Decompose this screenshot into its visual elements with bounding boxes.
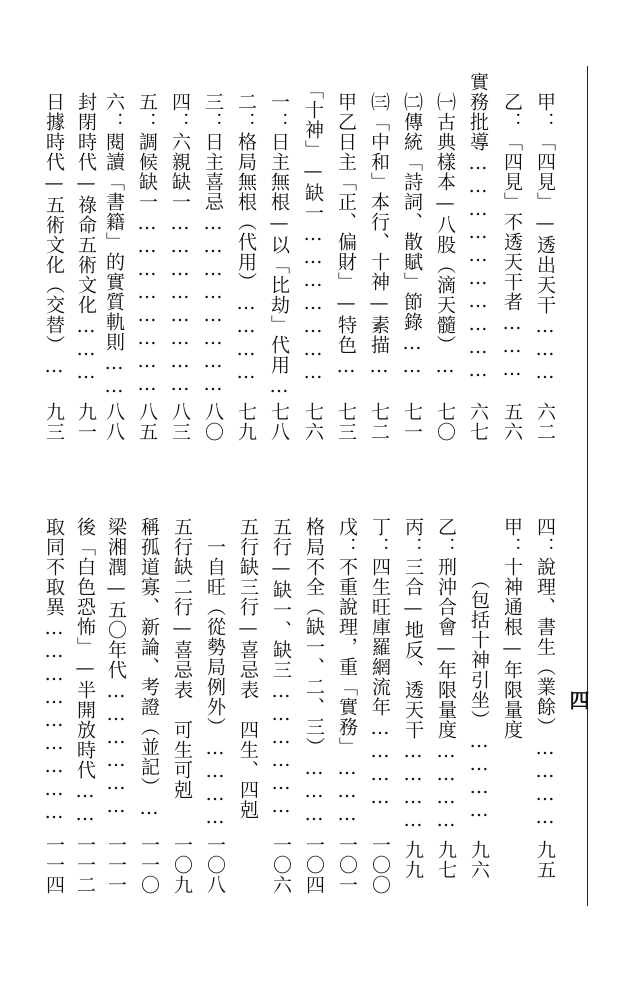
toc-entry: [167, 92, 193, 447]
entry-page: 一一一: [105, 835, 127, 895]
entry-text: 丙：三合—地反、透天干: [402, 517, 424, 740]
toc-entry: [334, 517, 360, 897]
toc-entry: [202, 537, 228, 897]
entry-text: 甲乙日主「正、偏財」—特色: [335, 92, 357, 355]
toc-entry: [169, 517, 195, 897]
toc-entry: [432, 92, 458, 447]
toc-entry: [499, 517, 525, 897]
entry-text: 「十神」—缺一: [302, 80, 324, 223]
entry-text: 一自旺（從勢局例外）: [204, 537, 226, 737]
entry-page: 七三: [335, 402, 357, 442]
entry-text: 甲：十神通根—年限量度: [501, 517, 523, 740]
entry-page: 九九: [402, 840, 424, 880]
toc-entry: [266, 92, 292, 447]
entry-page: 九六: [468, 840, 490, 880]
entry-page: 七八: [268, 402, 290, 442]
toc-entry: [200, 92, 226, 447]
toc-entry: [399, 92, 425, 447]
toc-entry: [300, 80, 326, 447]
entry-page: 九一: [75, 402, 97, 442]
entry-page: 八〇: [202, 402, 224, 442]
toc-entry: [101, 92, 127, 447]
toc-entry: [532, 92, 558, 447]
entry-leader: ……: [103, 352, 125, 398]
entry-page: 一〇九: [171, 835, 193, 895]
entry-text: 六：閱讀「書籍」的實質軌則: [103, 92, 125, 352]
entry-text: 日據時代—五術文化（交替）: [43, 92, 65, 355]
entry-leader: …………………………: [467, 152, 489, 382]
entry-leader: …: [368, 355, 390, 378]
toc-entry: [103, 517, 129, 897]
entry-page: 六二: [534, 402, 556, 442]
entry-leader: ………………: [105, 680, 127, 818]
entry-text: 梁湘潤—五〇年代: [105, 517, 127, 680]
toc-entry: [233, 92, 259, 447]
entry-page: 七六: [302, 402, 324, 442]
entry-page: 八五: [136, 402, 158, 442]
entry-page: 九三: [43, 402, 65, 442]
entry-page: 一〇八: [204, 835, 226, 895]
entry-page: 八八: [103, 402, 125, 442]
entry-leader: …………: [204, 737, 226, 829]
entry-page: 七〇: [434, 402, 456, 442]
entry-page: 一〇〇: [369, 835, 391, 895]
entry-page: 一〇一: [336, 835, 358, 895]
entry-text: 一：日主無根—以「比劫」代用: [268, 92, 290, 375]
entry-text: 後「白色恐怖」—半開放時代: [74, 517, 96, 780]
entry-leader: …………: [369, 717, 391, 809]
toc-entry: [366, 92, 392, 447]
entry-page: 六七: [467, 402, 489, 442]
toc-entry: [433, 517, 459, 897]
toc-entry: [41, 92, 67, 447]
toc-entry: [465, 72, 491, 447]
entry-leader: …………: [402, 740, 424, 832]
entry-text: 五：調候缺一: [136, 92, 158, 212]
entry-text: 乙：「四見」不透天干者: [501, 92, 523, 312]
entry-page: 七二: [368, 402, 390, 442]
entry-leader: …: [434, 355, 456, 378]
entry-page: 一一〇: [138, 835, 160, 895]
entry-leader: ………: [75, 315, 97, 384]
page-number: 四: [566, 690, 590, 710]
toc-entry: [136, 517, 162, 897]
entry-page: 五六: [501, 402, 523, 442]
entry-leader: …………: [534, 737, 556, 829]
entry-leader: …………: [468, 730, 490, 822]
entry-text: 取同不取異: [43, 517, 65, 617]
toc-entry: [235, 517, 261, 897]
entry-text: ㈢「中和」本行、十神—素描: [368, 92, 390, 355]
entry-text: 三：日主喜忌: [202, 92, 224, 212]
entry-leader: …: [138, 797, 160, 820]
entry-page: 一〇六: [270, 835, 292, 895]
entry-text: 四：說理、書生（業餘）: [534, 517, 556, 737]
entry-leader: ……………………: [202, 212, 224, 396]
entry-page: 一一四: [43, 835, 65, 895]
entry-leader: ………………: [270, 680, 292, 818]
entry-leader: ………: [501, 312, 523, 381]
entry-leader: …: [43, 355, 65, 378]
entry-page: 九七: [435, 840, 457, 880]
entry-text: 四：六親缺一: [169, 92, 191, 212]
toc-entry: [466, 570, 492, 897]
entry-text: 二：格局無根（代用）: [235, 92, 257, 292]
toc-entry: [367, 517, 393, 897]
entry-leader: ……………………: [136, 212, 158, 396]
toc-entry: [333, 92, 359, 447]
entry-leader: …………………: [302, 223, 324, 384]
toc-entry: [134, 92, 160, 447]
entry-text: 五行—缺一、缺三: [270, 517, 292, 680]
toc-entry: [499, 92, 525, 447]
entry-text: 甲：「四見」—透出天干: [534, 92, 556, 315]
entry-leader: …: [335, 355, 357, 378]
entry-text: 五行缺三行—喜忌表 四生、四剋: [237, 517, 259, 820]
entry-leader: …………: [235, 292, 257, 384]
entry-leader: …………: [435, 740, 457, 832]
entry-text: ㈠古典樣本—八股（滴天髓）: [434, 92, 456, 355]
entry-leader: ………………………: [43, 617, 65, 824]
toc-entry: [72, 517, 98, 897]
toc-entry: [268, 517, 294, 897]
right-margin-rule: [587, 66, 588, 906]
entry-leader: …: [268, 375, 290, 398]
entry-page: 一〇四: [303, 835, 325, 895]
entry-leader: ……: [74, 780, 96, 826]
entry-leader: ……………………: [169, 212, 191, 396]
toc-entry: [41, 517, 67, 897]
entry-text: ㈡傳統「詩詞、散賦」節錄: [401, 92, 423, 332]
entry-page: 七九: [235, 402, 257, 442]
entry-leader: ………: [303, 757, 325, 826]
entry-page: 九五: [534, 840, 556, 880]
entry-text: 實務批導: [467, 72, 489, 152]
entry-leader: ……: [401, 332, 423, 378]
toc-entry: [400, 517, 426, 897]
entry-text: 格局不全（缺一、二、三）: [303, 517, 325, 757]
entry-text: 戊：不重說理，重「實務」: [336, 517, 358, 757]
entry-text: 五行缺二行—喜忌表 可生可剋: [171, 517, 193, 800]
entry-text: 封閉時代—祿命五術文化: [75, 92, 97, 315]
toc-entry: [301, 517, 327, 897]
entry-leader: ………: [336, 757, 358, 826]
entry-text: （包括十神引坐）: [468, 570, 490, 730]
entry-page: 七一: [401, 402, 423, 442]
entry-page: 一一二: [74, 835, 96, 895]
toc-entry: [73, 92, 99, 447]
entry-text: 丁：四生旺庫羅網流年: [369, 517, 391, 717]
toc-entry: [532, 517, 558, 897]
entry-leader: ………: [534, 315, 556, 384]
entry-text: 稱孤道寡、新論、考證（並記）: [138, 517, 160, 797]
entry-text: 乙：刑沖合會—年限量度: [435, 517, 457, 740]
entry-page: 八三: [169, 402, 191, 442]
